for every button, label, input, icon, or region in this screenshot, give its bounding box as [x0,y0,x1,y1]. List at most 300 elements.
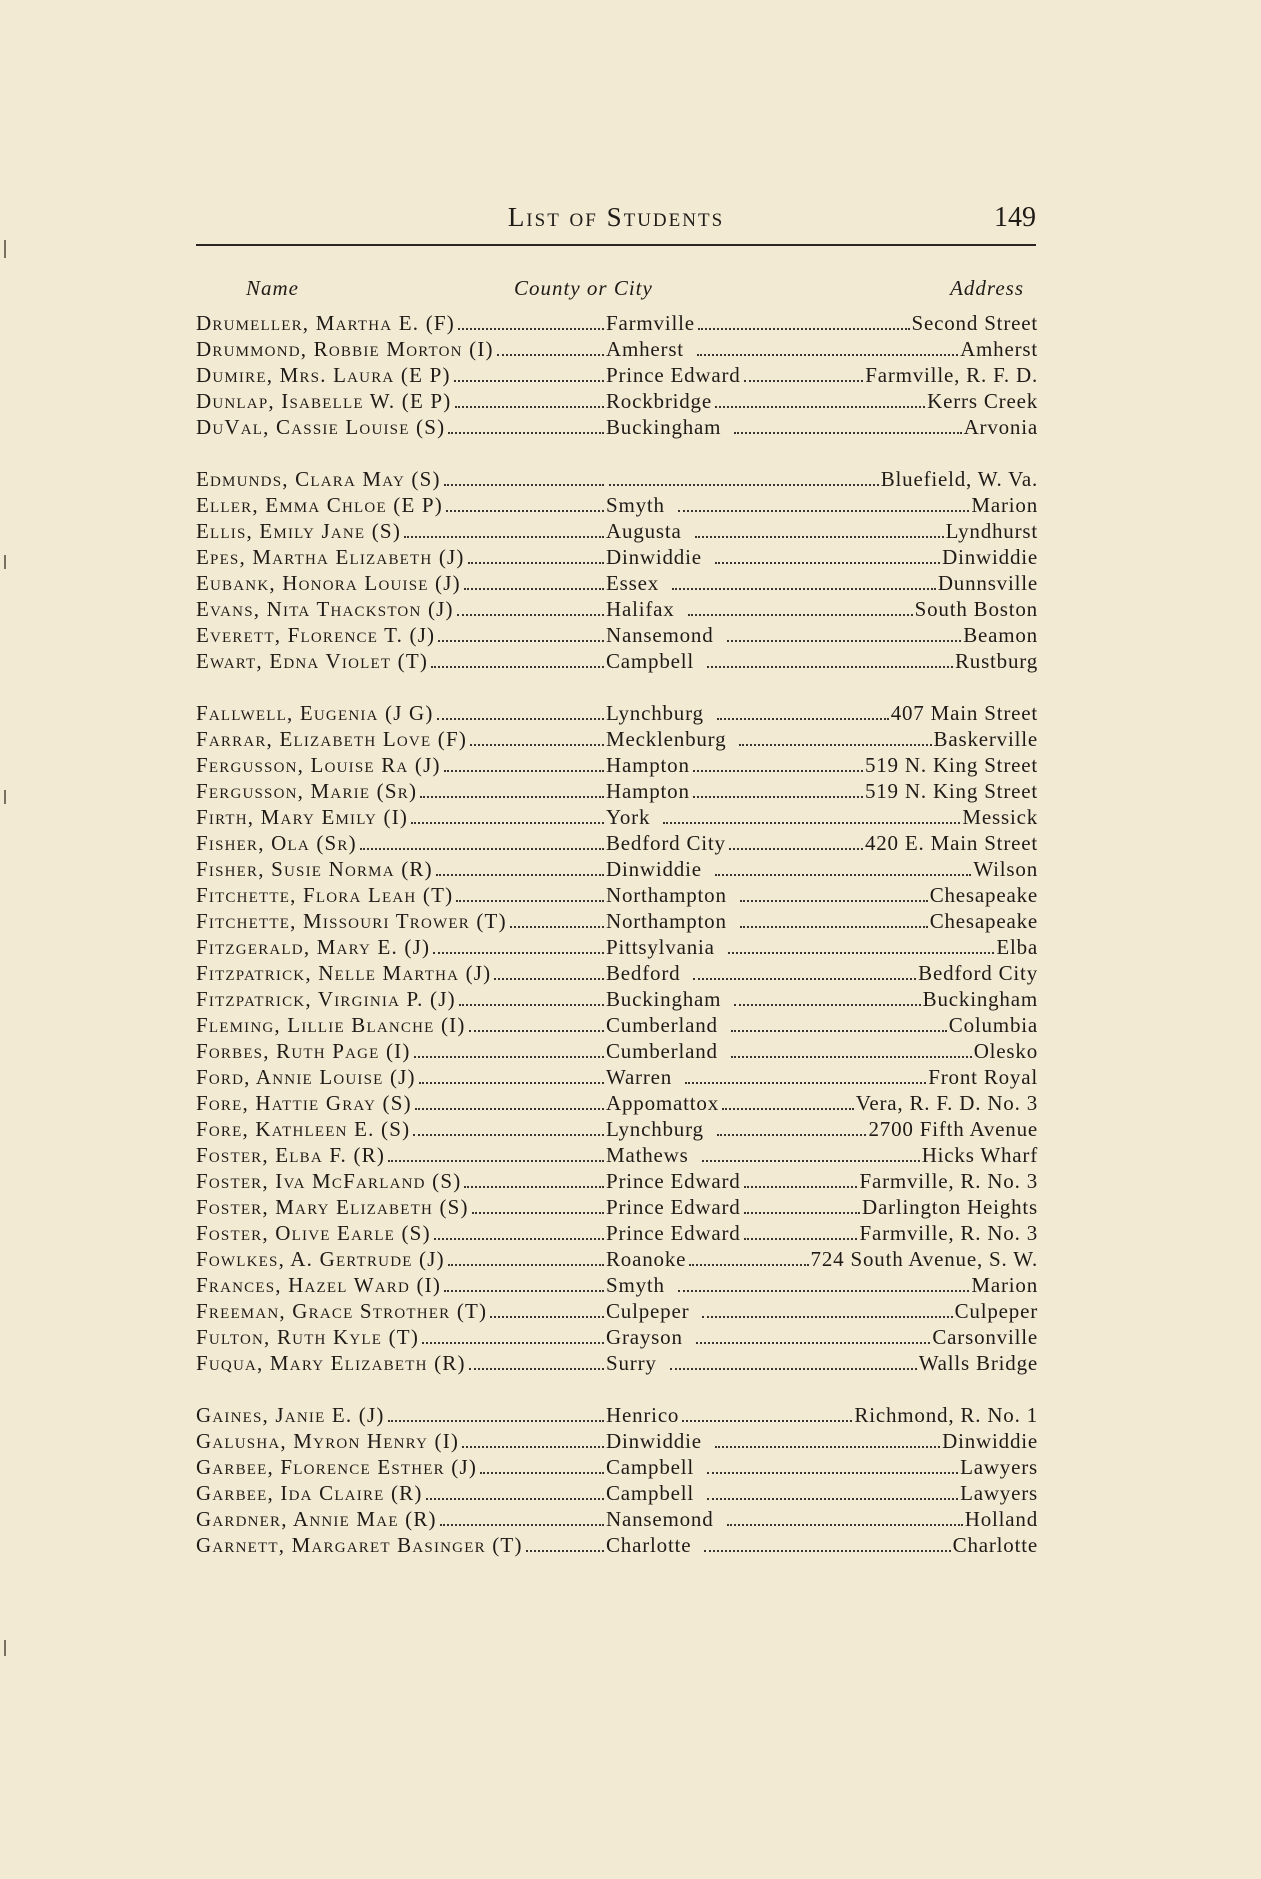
name-cell [196,1402,606,1428]
column-heading-name: Name [246,276,299,300]
student-name: Fergusson, Marie (Sr) [196,779,418,803]
student-address: 420 E. Main Street [864,831,1038,855]
page-header [196,202,1036,242]
student-name: Garnett, Margaret Basinger (T) [196,1533,523,1557]
student-entry [196,1012,1038,1038]
dot-leader [419,1082,604,1084]
name-cell [196,960,606,986]
name-cell [196,1142,606,1168]
student-entry [196,726,1038,752]
name-cell [196,1272,606,1298]
location-cell [606,492,1038,518]
dot-leader [693,796,863,798]
dot-leader [731,1030,947,1032]
dot-leader [663,822,960,824]
student-name: Foster, Mary Elizabeth (S) [196,1195,469,1219]
location-cell [606,986,1038,1012]
student-county: Rockbridge [606,389,712,413]
student-county: Surry [606,1351,657,1375]
student-county: York [606,805,651,829]
student-name: Fitchette, Missouri Trower (T) [196,909,507,933]
dot-leader [455,406,605,408]
dot-leader [685,1082,926,1084]
student-name: Dumire, Mrs. Laura (E P) [196,363,451,387]
location-cell [606,1298,1038,1324]
student-address: Elba [996,935,1038,959]
dot-leader [457,614,604,616]
location-cell [606,1012,1038,1038]
student-address: Bluefield, W. Va. [880,467,1038,491]
dot-leader [696,1342,931,1344]
student-name: Garbee, Ida Claire (R) [196,1481,423,1505]
student-name: Fore, Hattie Gray (S) [196,1091,412,1115]
student-entry [196,1116,1038,1142]
dot-leader [704,1550,950,1552]
dot-leader [678,510,970,512]
name-cell [196,388,606,414]
student-county: Essex [606,571,659,595]
student-address: 519 N. King Street [864,779,1038,803]
student-address: Marion [971,493,1038,517]
student-entry [196,908,1038,934]
dot-leader [469,1030,604,1032]
column-headings [196,276,1036,302]
student-name: Fore, Kathleen E. (S) [196,1117,411,1141]
dot-leader [715,406,925,408]
dot-leader [739,744,931,746]
dot-leader [464,1186,604,1188]
location-cell [606,960,1038,986]
dot-leader [693,978,916,980]
dot-leader [388,1420,604,1422]
dot-leader [490,1316,604,1318]
dot-leader [698,328,910,330]
student-county: Campbell [606,1481,695,1505]
student-name: Drummond, Robbie Morton (I) [196,337,494,361]
student-address: Richmond, R. No. 1 [854,1403,1038,1427]
student-county: Lynchburg [606,1117,704,1141]
student-county: Bedford [606,961,681,985]
location-cell [606,570,1038,596]
dot-leader [446,510,604,512]
dot-leader [695,536,944,538]
dot-leader [740,900,928,902]
dot-leader [740,926,928,928]
location-cell [606,1402,1038,1428]
student-name: Eller, Emma Chloe (E P) [196,493,443,517]
student-county: Dinwiddie [606,545,702,569]
name-cell [196,752,606,778]
student-county: Prince Edward [606,1195,741,1219]
student-entry [196,1090,1038,1116]
dot-leader [404,536,604,538]
dot-leader [734,432,961,434]
student-name: Garbee, Florence Esther (J) [196,1455,478,1479]
student-entry [196,544,1038,570]
location-cell [606,1350,1038,1376]
student-county: Lynchburg [606,701,704,725]
student-name: Frances, Hazel Ward (I) [196,1273,442,1297]
name-cell [196,1506,606,1532]
student-county: Prince Edward [606,1221,741,1245]
student-address: Columbia [948,1013,1038,1037]
student-address: Walls Bridge [918,1351,1038,1375]
student-county: Cumberland [606,1013,718,1037]
student-name: Gardner, Annie Mae (R) [196,1507,437,1531]
dot-leader [411,822,604,824]
student-entry [196,336,1038,362]
name-cell [196,986,606,1012]
dot-leader [464,588,604,590]
name-cell [196,1116,606,1142]
location-cell [606,1480,1038,1506]
student-entry [196,1454,1038,1480]
student-address: Wilson [973,857,1038,881]
dot-leader [468,562,604,564]
location-cell [606,752,1038,778]
dot-leader [717,718,889,720]
student-name: Fitzpatrick, Virginia P. (J) [196,987,456,1011]
group-spacer [196,1376,1038,1402]
student-county: Hampton [606,779,690,803]
location-cell [606,1168,1038,1194]
dot-leader [682,1420,852,1422]
student-address: Bedford City [918,961,1038,985]
dot-leader [448,432,604,434]
student-address: Baskerville [933,727,1038,751]
location-cell [606,934,1038,960]
dot-leader [731,1056,972,1058]
student-address: Lyndhurst [945,519,1038,543]
student-address: Dinwiddie [942,545,1038,569]
name-cell [196,778,606,804]
student-entry [196,414,1038,440]
student-entry [196,1168,1038,1194]
dot-leader [707,666,953,668]
student-entry [196,1428,1038,1454]
dot-leader [360,848,604,850]
dot-leader [413,1134,604,1136]
student-address: Dunnsville [937,571,1038,595]
student-address: Amherst [960,337,1038,361]
student-entry [196,856,1038,882]
student-name: Fowlkes, A. Gertrude (J) [196,1247,445,1271]
dot-leader [715,1446,940,1448]
dot-leader [702,1316,952,1318]
student-entry [196,1324,1038,1350]
name-cell [196,1064,606,1090]
student-entry [196,362,1038,388]
student-address: Second Street [911,311,1038,335]
location-cell [606,1532,1038,1558]
name-cell [196,804,606,830]
student-address: Vera, R. F. D. No. 3 [855,1091,1038,1115]
dot-leader [697,354,958,356]
dot-leader [469,1368,604,1370]
student-address: Buckingham [922,987,1038,1011]
student-entry [196,1246,1038,1272]
student-entry [196,804,1038,830]
location-cell [606,388,1038,414]
student-name: Foster, Olive Earle (S) [196,1221,431,1245]
student-entry [196,492,1038,518]
dot-leader [444,484,604,486]
student-name: Firth, Mary Emily (I) [196,805,409,829]
name-cell [196,622,606,648]
location-cell [606,362,1038,388]
dot-leader [426,1498,604,1500]
name-cell [196,1480,606,1506]
student-address: Beamon [963,623,1038,647]
column-heading-county: County or City [514,276,653,300]
student-county: Campbell [606,649,695,673]
dot-leader [510,926,604,928]
student-entry [196,648,1038,674]
dot-leader [459,1004,604,1006]
student-county: Appomattox [606,1091,719,1115]
location-cell [606,726,1038,752]
name-cell [196,1220,606,1246]
page-number: 149 [994,202,1036,233]
student-name: Ellis, Emily Jane (S) [196,519,402,543]
dot-leader [707,1498,958,1500]
student-county: Campbell [606,1455,695,1479]
student-name: Ford, Annie Louise (J) [196,1065,416,1089]
name-cell [196,908,606,934]
student-address: Charlotte [952,1533,1038,1557]
student-address: 519 N. King Street [864,753,1038,777]
student-county: Augusta [606,519,682,543]
student-entry [196,778,1038,804]
dot-leader [727,1524,963,1526]
student-name: Dunlap, Isabelle W. (E P) [196,389,452,413]
location-cell [606,908,1038,934]
location-cell [606,1220,1038,1246]
student-entry [196,752,1038,778]
header-rule [196,244,1036,246]
student-address: Lawyers [960,1481,1038,1505]
dot-leader [434,1238,604,1240]
dot-leader [526,1550,604,1552]
dot-leader [456,900,604,902]
name-cell [196,856,606,882]
student-name: Fulton, Ruth Kyle (T) [196,1325,420,1349]
dot-leader [729,848,863,850]
dot-leader [722,1108,854,1110]
location-cell [606,1246,1038,1272]
dot-leader [497,354,604,356]
location-cell [606,804,1038,830]
name-cell [196,1090,606,1116]
name-cell [196,830,606,856]
student-entry [196,1298,1038,1324]
student-county: Buckingham [606,415,722,439]
name-cell [196,1246,606,1272]
dot-leader [678,1290,970,1292]
student-county: Farmville [606,311,695,335]
dot-leader [609,484,879,486]
location-cell [606,1454,1038,1480]
student-name: Eubank, Honora Louise (J) [196,571,461,595]
dot-leader [458,328,604,330]
name-cell [196,1532,606,1558]
student-name: Fitchette, Flora Leah (T) [196,883,454,907]
student-address: Carsonville [932,1325,1038,1349]
student-entry [196,310,1038,336]
student-county: Pittsylvania [606,935,715,959]
edge-mark [4,240,6,258]
student-county: Charlotte [606,1533,692,1557]
student-entry [196,882,1038,908]
student-entry [196,1532,1038,1558]
name-cell [196,1012,606,1038]
dot-leader [415,1108,604,1110]
name-cell [196,1168,606,1194]
name-cell [196,492,606,518]
name-cell [196,726,606,752]
location-cell [606,1142,1038,1168]
edge-mark [4,1640,6,1656]
dot-leader [414,1056,604,1058]
dot-leader [437,718,604,720]
student-county: Smyth [606,1273,665,1297]
student-name: Fisher, Susie Norma (R) [196,857,433,881]
student-name: DuVal, Cassie Louise (S) [196,415,446,439]
dot-leader [688,614,913,616]
student-entry [196,986,1038,1012]
student-entry [196,934,1038,960]
student-entry [196,1194,1038,1220]
student-entry [196,570,1038,596]
location-cell [606,648,1038,674]
student-entry [196,1272,1038,1298]
running-title: List of Students [507,202,725,232]
student-address: Farmville, R. F. D. [865,363,1038,387]
location-cell [606,1090,1038,1116]
name-cell [196,1298,606,1324]
dot-leader [715,562,940,564]
dot-leader [440,1524,604,1526]
dot-leader [462,1446,604,1448]
student-county: Warren [606,1065,673,1089]
student-county: Amherst [606,337,684,361]
student-name: Fergusson, Louise Ra (J) [196,753,441,777]
student-county: Culpeper [606,1299,690,1323]
dot-leader [444,770,604,772]
location-cell [606,1272,1038,1298]
dot-leader [438,640,604,642]
location-cell [606,414,1038,440]
student-name: Gaines, Janie E. (J) [196,1403,385,1427]
name-cell [196,882,606,908]
student-name: Foster, Elba F. (R) [196,1143,386,1167]
column-heading-address: Address [950,276,1024,300]
student-address: Rustburg [954,649,1038,673]
student-county: Hampton [606,753,690,777]
student-address: Arvonia [963,415,1038,439]
location-cell [606,856,1038,882]
student-address: Marion [971,1273,1038,1297]
student-entry [196,466,1038,492]
location-cell [606,1324,1038,1350]
student-entry [196,596,1038,622]
name-cell [196,700,606,726]
name-cell [196,1324,606,1350]
student-entry [196,518,1038,544]
student-county: Mecklenburg [606,727,727,751]
student-address: 2700 Fifth Avenue [868,1117,1038,1141]
student-name: Fitzpatrick, Nelle Martha (J) [196,961,492,985]
student-name: Farrar, Elizabeth Love (F) [196,727,468,751]
student-address: Front Royal [928,1065,1038,1089]
student-county: Cumberland [606,1039,718,1063]
student-address: Kerrs Creek [927,389,1038,413]
name-cell [196,310,606,336]
student-name: Fitzgerald, Mary E. (J) [196,935,431,959]
student-address: Farmville, R. No. 3 [859,1169,1038,1193]
name-cell [196,1194,606,1220]
name-cell [196,414,606,440]
student-address: South Boston [914,597,1038,621]
dot-leader [431,666,604,668]
name-cell [196,596,606,622]
dot-leader [494,978,604,980]
student-address: Darlington Heights [862,1195,1038,1219]
dot-leader [728,952,995,954]
student-name: Drumeller, Martha E. (F) [196,311,455,335]
student-name: Fisher, Ola (Sr) [196,831,357,855]
location-cell [606,1038,1038,1064]
name-cell [196,1454,606,1480]
student-list [196,310,1038,1558]
name-cell [196,1038,606,1064]
student-name: Fallwell, Eugenia (J G) [196,701,434,725]
student-entry [196,700,1038,726]
name-cell [196,648,606,674]
dot-leader [420,796,604,798]
location-cell [606,310,1038,336]
location-cell [606,882,1038,908]
name-cell [196,934,606,960]
name-cell [196,362,606,388]
student-county: Prince Edward [606,363,741,387]
name-cell [196,518,606,544]
location-cell [606,336,1038,362]
location-cell [606,1428,1038,1454]
student-address: Lawyers [960,1455,1038,1479]
dot-leader [734,1004,920,1006]
dot-leader [744,1186,858,1188]
student-address: Olesko [973,1039,1038,1063]
edge-mark [4,555,6,569]
location-cell [606,622,1038,648]
student-county: Henrico [606,1403,680,1427]
student-entry [196,960,1038,986]
student-name: Forbes, Ruth Page (I) [196,1039,411,1063]
location-cell [606,596,1038,622]
name-cell [196,1350,606,1376]
dot-leader [480,1472,604,1474]
student-address: Hicks Wharf [921,1143,1038,1167]
dot-leader [707,1472,958,1474]
student-name: Edmunds, Clara May (S) [196,467,441,491]
location-cell [606,1064,1038,1090]
dot-leader [470,744,604,746]
dot-leader [715,874,972,876]
name-cell [196,1428,606,1454]
dot-leader [727,640,962,642]
dot-leader [744,380,864,382]
